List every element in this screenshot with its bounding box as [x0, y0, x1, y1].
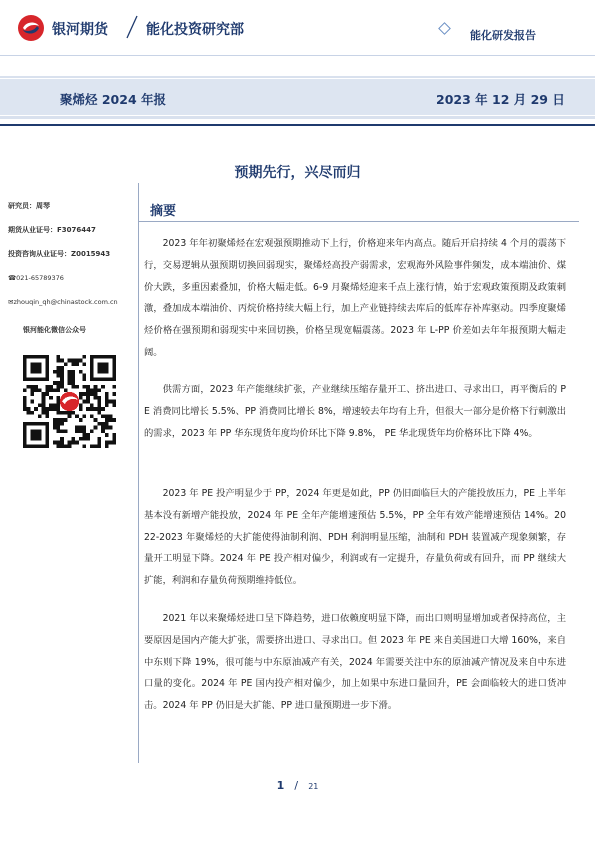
- report-date: 2023 年 12 月 29 日: [436, 92, 565, 107]
- page-number: 1: [276, 779, 285, 792]
- qr-code-icon: [23, 355, 116, 448]
- sidebar-divider: [138, 183, 139, 763]
- phone-number: ☎021-65789376: [8, 274, 64, 282]
- slash-divider-icon: [122, 14, 142, 40]
- page-footer: [0, 774, 595, 793]
- section-rule: [139, 221, 579, 222]
- band-rule: [0, 124, 595, 126]
- diamond-icon: [438, 22, 451, 35]
- page-total: 21: [308, 782, 319, 791]
- author-sidebar: [8, 200, 134, 320]
- report-type: 能化研发报告: [470, 29, 536, 42]
- researcher-name: 研究员：周琴: [8, 202, 50, 210]
- summary-paragraph: 2021 年以来聚烯烃进口呈下降趋势，进口依赖度明显下降，而出口则明显增加或者保持高位，主要原因是国内产能大扩张，需要挤出进口、寻求出口。但 2023 年 PE 来自美国进口大增 160%，来自中东则下降 19%，很可能与中东原油减产有关，2024 年需要关注中东的原油减产情况及来自中东进口量的变化。2024 年 PE 国内投产相对偏少，加上如果中东进口量回升，PE 会面临较大的进口货冲击。2024 年 PP 仍旧是大扩能、PP 进口量预期进一步下滑。: [144, 613, 566, 712]
- page-separator: /: [294, 779, 299, 792]
- futures-license: 期货从业证号：F3076447: [8, 226, 96, 234]
- advisory-license: 投资咨询从业证号：Z0015943: [8, 250, 111, 258]
- brand-name: 银河期货: [52, 22, 108, 38]
- header-divider: [0, 55, 595, 56]
- page-title: 预期先行，兴尽而归: [234, 165, 361, 181]
- summary-paragraph: 2023 年 PE 投产明显少于 PP，2024 年更是如此，PP 仍旧面临巨大的产能投放压力，PE 上半年基本没有新增产能投放，2024 年 PE 全年产能增速预估 5.5%，PP 全年有效产能增速预估 14%。2022-2023 年聚烯烃的大扩能使得油制利润、PDH 利润明显压缩，油制和 PDH 装置减产现象频繁，存量开工明显下降。2024 年 PE 投产相对偏少，利润或有一定提升，存量负荷或有回升，而 PP 继续大扩能，利润和存量负荷预期维持低位。: [144, 488, 566, 587]
- summary-paragraph: 供需方面，2023 年产能继续扩张，产业继续压缩存量开工、挤出进口、寻求出口，再平衡后的 PE 消费同比增长 5.5%、PP 消费同比增长 8%，增速较去年均有上升，但很大一部分是价格下行刺激出的需求，2023 年 PP 华东现货年度均价环比下降 9.8%， PE 华北现货年均价格环比下降 4%。: [144, 384, 566, 439]
- email-address[interactable]: ✉zhouqin_qh@chinastock.com.cn: [8, 298, 118, 306]
- summary-paragraph: 2023 年年初聚烯烃在宏观强预期推动下上行，价格迎来年内高点。随后开启持续 4 个月的震荡下行，交易逻辑从强预期切换回弱现实，聚烯烃高投产弱需求，宏观海外风险事件频发，成本端油价、煤价大跌，多重因素叠加，价格大幅走低。6-9 月聚烯烃迎来千点上涨行情，始于宏观政策预期及政策刺激，叠加成本端油价、丙烷价格持续大幅上行，加上产业链持续去库后的低库存补库驱动。四季度聚烯烃价格在强预期和弱现实中来回切换，价格呈现宽幅震荡。2023 年 L-PP 价差如去年年报预期大幅走阔。: [144, 238, 566, 358]
- section-title: 摘要: [150, 204, 177, 219]
- report-name: 聚烯烃 2024 年报: [60, 92, 166, 107]
- galaxy-logo-icon: [17, 14, 45, 42]
- wechat-label: 银河能化微信公众号: [23, 326, 86, 334]
- department-name: 能化投资研究部: [146, 22, 244, 38]
- page-header: [0, 0, 595, 60]
